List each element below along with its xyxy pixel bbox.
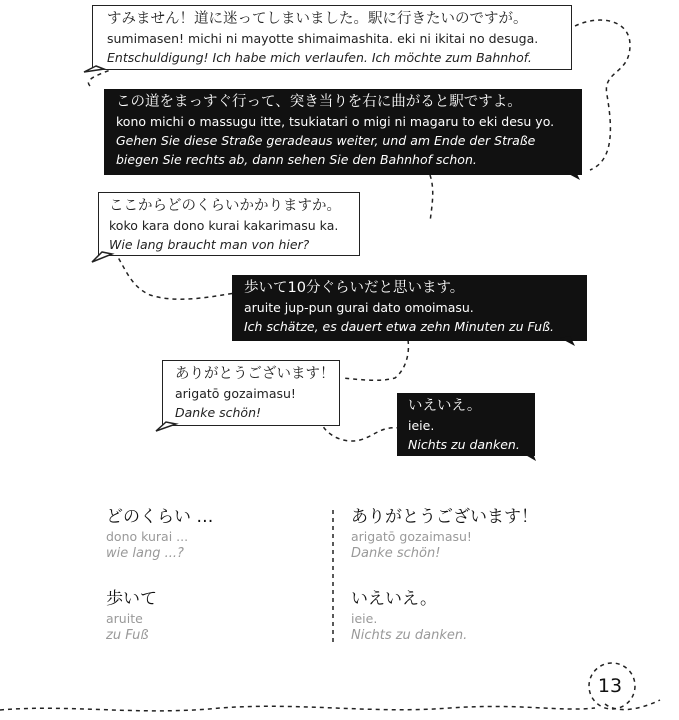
vocab-romaji: dono kurai ... xyxy=(106,529,189,544)
bubble-6-japanese: いえいえ。 xyxy=(408,398,482,414)
vocab-romaji: arigatō gozaimasu! xyxy=(351,529,472,544)
bubble-4-romaji: aruite jup-pun gurai dato omoimasu. xyxy=(244,300,474,315)
bubble-4-japanese: 歩いて10分ぐらいだと思います。 xyxy=(244,280,465,296)
bubble-1-romaji: sumimasen! michi ni mayotte shimaimashita. eki ni ikitai no desuga. xyxy=(107,31,539,46)
vocab-german: zu Fuß xyxy=(106,628,149,643)
bubble-2-japanese: この道をまっすぐ行って、突き当りを右に曲がると駅ですよ。 xyxy=(116,94,522,110)
vocab-german: Nichts zu danken. xyxy=(351,628,468,643)
bubble-3-romaji: koko kara dono kurai kakarimasu ka. xyxy=(109,218,339,233)
bubble-5-japanese: ありがとうございます！ xyxy=(175,366,335,382)
bubble-3-german: Wie lang braucht man von hier? xyxy=(109,237,310,252)
bubble-2-german-line-1: Gehen Sie diese Straße geradeaus weiter, und am Ende der Straße xyxy=(116,133,536,148)
vocab-german: wie lang ...? xyxy=(106,546,184,561)
bubble-4-german: Ich schätze, es dauert etwa zehn Minuten zu Fuß. xyxy=(244,319,554,334)
vocab-japanese: ありがとうございます！ xyxy=(351,507,538,527)
vocab-left-1 xyxy=(106,506,213,563)
vocab-japanese: 歩いて xyxy=(106,589,157,609)
vocab-left-2 xyxy=(106,588,157,645)
vocab-german: Danke schön! xyxy=(351,546,441,561)
bubble-6-german: Nichts zu danken. xyxy=(408,437,520,452)
vocab-right-1 xyxy=(351,506,538,563)
bubble-2-german-line-2: biegen Sie rechts ab, dann sehen Sie den Bahnhof schon. xyxy=(116,152,477,167)
vocab-right-2 xyxy=(351,588,467,645)
bubble-5-romaji: arigatō gozaimasu! xyxy=(175,386,296,401)
vocab-japanese: どのくらい … xyxy=(106,507,214,527)
bubble-2-romaji: kono michi o massugu itte, tsukiatari o migi ni magaru to eki desu yo. xyxy=(116,114,555,129)
vocab-romaji: aruite xyxy=(106,611,143,626)
vocab-japanese: いえいえ。 xyxy=(351,589,438,609)
bubble-6-romaji: ieie. xyxy=(408,418,435,433)
bubble-1-japanese: すみません！道に迷ってしまいました。駅に行きたいのですが。 xyxy=(107,11,528,27)
bubble-1-german: Entschuldigung! Ich habe mich verlaufen. Ich möchte zum Bahnhof. xyxy=(107,50,532,65)
vocab-romaji: ieie. xyxy=(351,611,378,626)
bubble-5-german: Danke schön! xyxy=(175,405,261,420)
page-number: 13 xyxy=(597,675,623,697)
bubble-3-japanese: ここからどのくらいかかりますか。 xyxy=(109,198,341,214)
